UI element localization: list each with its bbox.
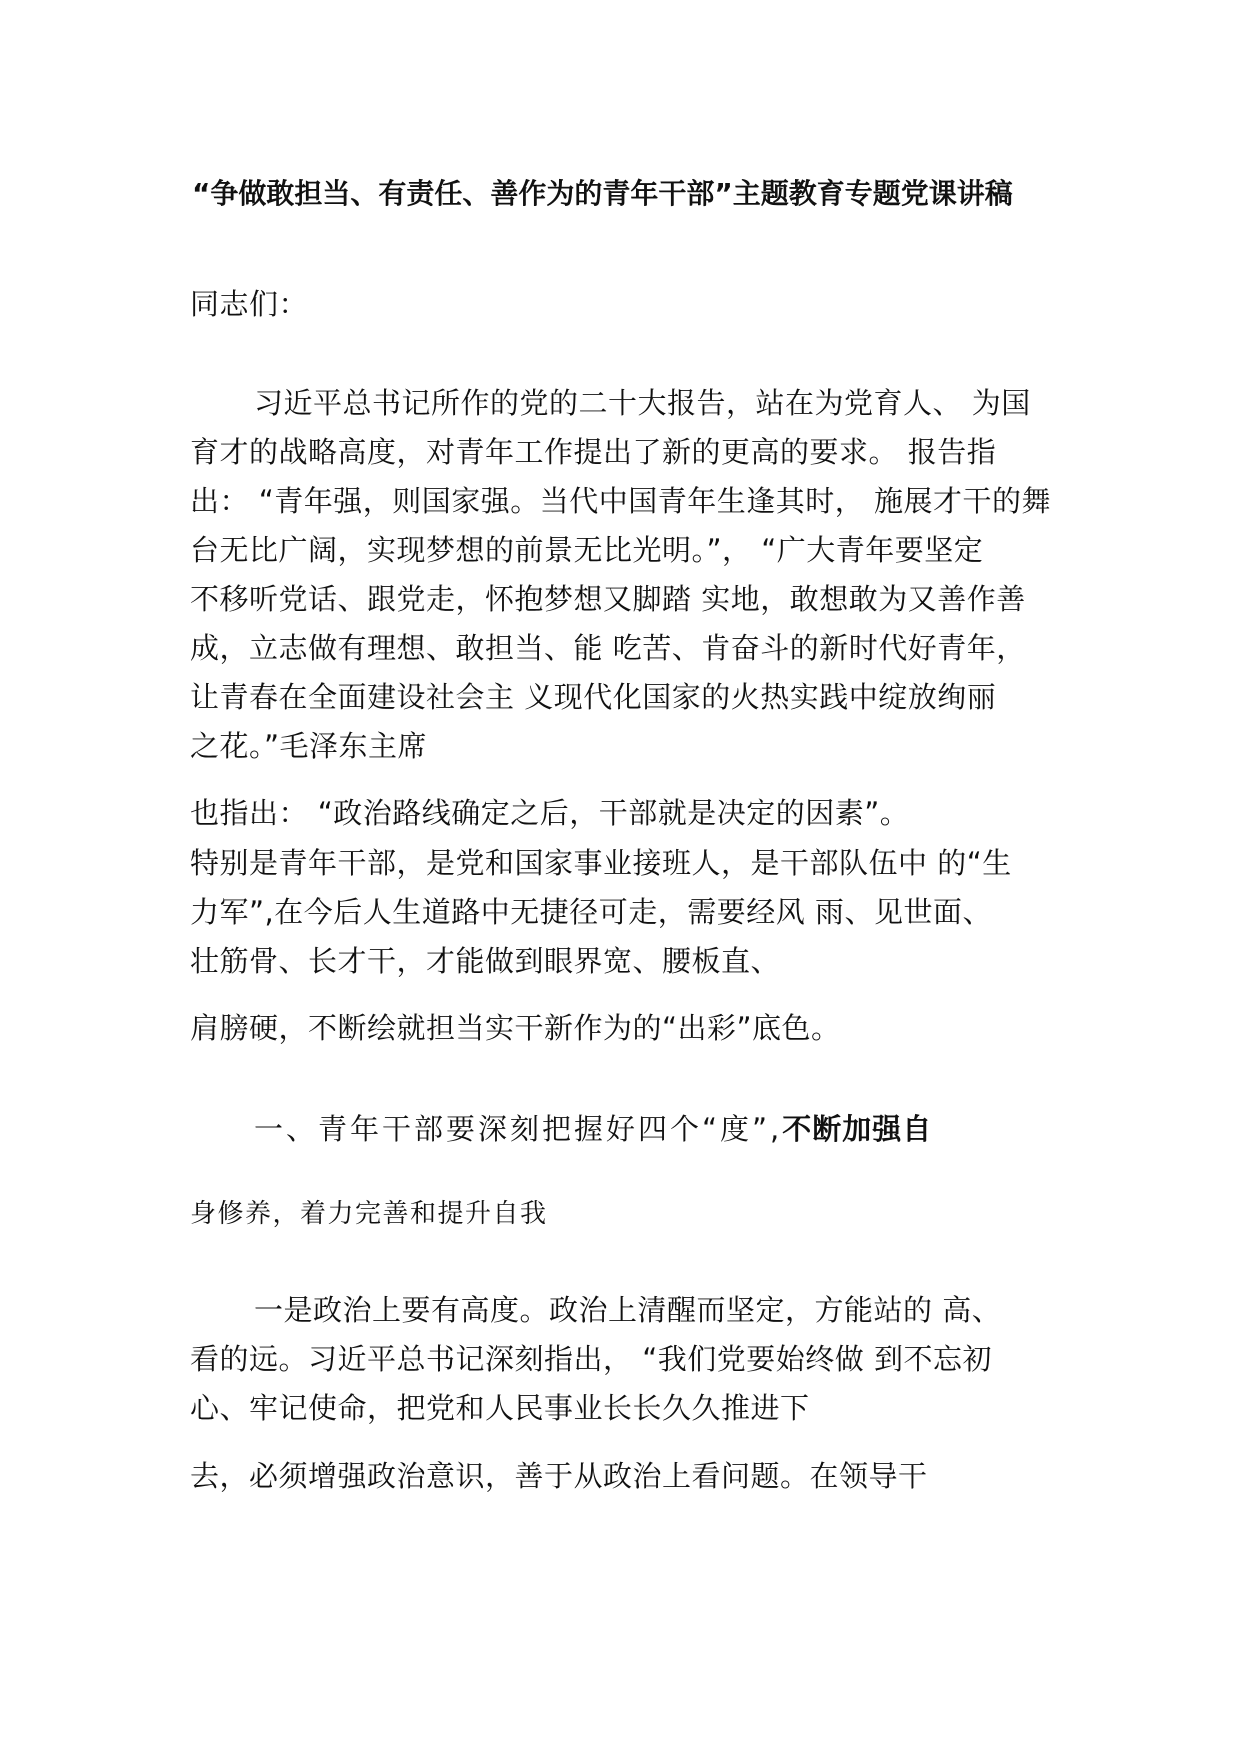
paragraph-line: 也指出： “政治路线确定之后，干部就是决定的因素”。 [190,796,910,830]
salutation: 同志们： [190,287,309,321]
paragraph-line: 育才的战略高度，对青年工作提出了新的更高的要求。 报告指 [190,435,997,469]
section-heading-continuation: 身修养，着力完善和提升自我 [190,1199,548,1229]
paragraph-line: 心、牢记使命，把党和人民事业长长久久推进下 [190,1391,810,1425]
paragraph-line: 去，必须增强政治意识，善于从政治上看问题。在领导干 [190,1459,928,1493]
paragraph-line: 之花。”毛泽东主席 [190,729,428,763]
paragraph-line: 力军”,在今后人生道路中无捷径可走，需要经风 雨、见世面、 [190,895,992,929]
section-heading-part2: 不断加强自 [782,1112,933,1146]
section-heading-part1: 一、青年干部要深刻把握好四个“度”, [254,1112,783,1146]
paragraph-line: 壮筋骨、长才干，才能做到眼界宽、腰板直、 [190,944,781,978]
paragraph-line: 台无比广阔，实现梦想的前景无比光明。”， “广大青年要坚定 [190,533,984,567]
paragraph-line: 看的远。习近平总书记深刻指出， “我们党要始终做 到不忘初 [190,1342,992,1376]
paragraph-line: 出： “青年强，则国家强。当代中国青年生逢其时， 施展才干的舞 [190,484,1051,518]
document-title: “争做敢担当、有责任、善作为的青年干部”主题教育专题党课讲稿 [192,177,1013,210]
paragraph-line: 一是政治上要有高度。政治上清醒而坚定，方能站的 高、 [254,1293,1002,1327]
paragraph-line: 肩膀硬，不断绘就担当实干新作为的“出彩”底色。 [190,1011,841,1045]
paragraph-line: 特别是青年干部，是党和国家事业接班人，是干部队伍中 的“生 [190,846,1012,880]
paragraph-line: 不移听党话、跟党走，怀抱梦想又脚踏 实地，敢想敢为又善作善 [190,582,1026,616]
paragraph-line: 让青春在全面建设社会主 义现代化国家的火热实践中绽放绚丽 [190,680,997,714]
section-heading [254,1109,932,1149]
paragraph-line: 习近平总书记所作的党的二十大报告，站在为党育人、 为国 [254,386,1031,420]
paragraph-line: 成，立志做有理想、敢担当、能 吃苦、肯奋斗的新时代好青年， [190,631,1026,665]
